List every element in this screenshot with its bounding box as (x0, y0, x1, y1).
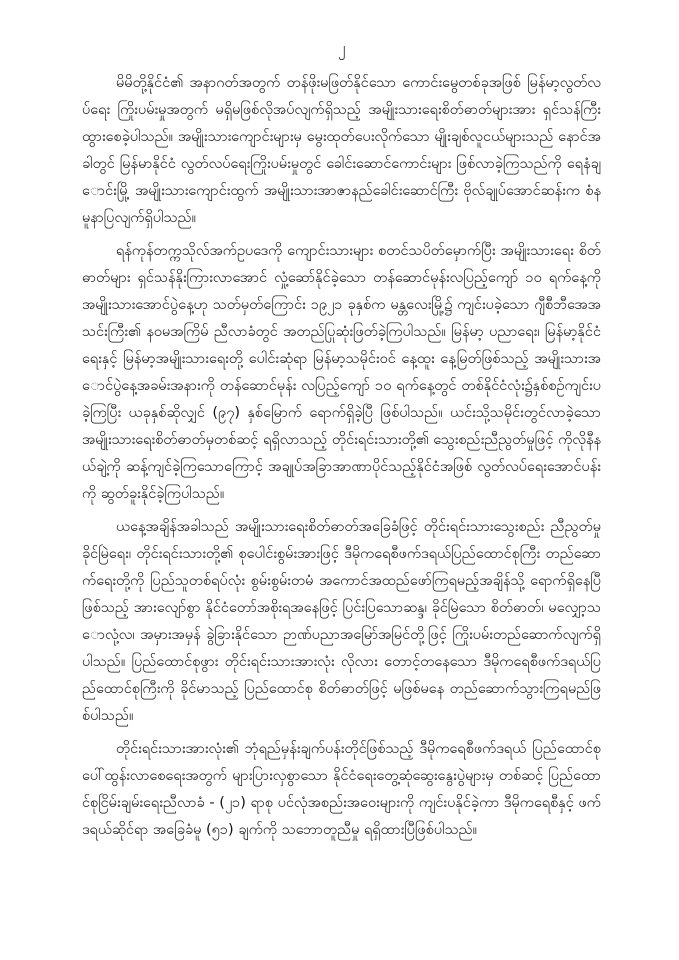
paragraph-4: တိုင်းရင်းသားအားလုံး၏ ဘုံရည်မှန်းချက်ပန်းတိုင်ဖြစ်သည့် ဒီမိုကရေစီဖက်ဒရယ် ပြည်ထောင်စု ပေါ်ထွန်းလာစေရေးအတွက် များပြားလှစွာသော နိုင်ငံရေးတွေ့ဆုံဆွေးနွေးပွဲများမှ တစ်ဆင့် ပြည်ထောင်စုငြိမ်းချမ်းရေးညီလာခံ - (၂၁) ရာစု ပင်လုံအစည်းအဝေးများကို ကျင်းပနိုင်ခဲ့ကာ ဒီမိုကရေစီနှင့် ဖက်ဒရယ်ဆိုင်ရာ အခြေခံမူ (၅၁) ချက်ကို သဘောတူညီမှု ရရှိထားပြီဖြစ်ပါသည်။ (82, 741, 601, 838)
paragraph-1: မိမိတို့နိုင်ငံ၏ အနာဂတ်အတွက် တန်ဖိုးမဖြတ်နိုင်သော ကောင်းမွေတစ်ခုအဖြစ် မြန်မာ့လွတ်လပ်ရေး ကြိုးပမ်းမှုအတွက် မရှိမဖြစ်လိုအပ်လျက်ရှိသည့် အမျိုးသားရေးစိတ်ဓာတ်များအား ရှင်သန်ကြီးထွားစေခဲ့ပါသည်။ အမျိုးသားကျောင်းများမှ မွေးထုတ်ပေးလိုက်သော မျိုးချစ်လူငယ်များသည် နောင်အခါတွင် မြန်မာနိုင်ငံ လွတ်လပ်ရေးကြိုးပမ်းမှုတွင် ခေါင်းဆောင်ကောင်းများ ဖြစ်လာခဲ့ကြသည်ကို ရေနံချောင်းမြို့ အမျိုးသားကျောင်းထွက် အမျိုးသားအာဇာနည်ခေါင်းဆောင်ကြီး ဗိုလ်ချုပ်အောင်ဆန်းက စံနမူနာပြလျက်ရှိပါသည်။ (82, 75, 601, 226)
paragraph-2: ရန်ကုန်တက္ကသိုလ်အက်ဥပဒေကို ကျောင်းသားများ စတင်သပိတ်မှောက်ပြီး အမျိုးသားရေး စိတ်ဓာတ်များ ရှင်သန်နိုးကြားလာအောင် လှုံ့ဆော်နိုင်ခဲ့သော တန်ဆောင်မုန်းလပြည့်ကျော် ၁၀ ရက်နေ့ကို အမျိုးသားအောင်ပွဲနေ့ဟု သတ်မှတ်ကြောင်း ၁၉၂၁ ခုနှစ်က မန္တလေးမြို့၌ ကျင်းပခဲ့သော ဂျီစီဘီအေအသင်းကြီး၏ နဝမအကြိမ် ညီလာခံတွင် အတည်ပြုဆုံးဖြတ်ခဲ့ကြပါသည်။ မြန်မာ့ ပညာရေး၊ မြန်မာ့နိုင်ငံရေးနှင့် မြန်မာ့အမျိုးသားရေးတို့ ပေါင်းဆုံရာ မြန်မာ့သမိုင်းဝင် နေ့ထူး နေ့မြတ်ဖြစ်သည့် အမျိုးသားအောင်ပွဲနေ့အခမ်းအနားကို တန်ဆောင်မုန်း လပြည့်ကျော် ၁၀ ရက်နေ့တွင် တစ်နိုင်ငံလုံး၌နှစ်စဉ်ကျင်းပခဲ့ကြပြီး ယခုနှစ်ဆိုလျှင် (၉၇) နှစ်မြောက် ရောက်ရှိခဲ့ပြီ ဖြစ်ပါသည်။ ယင်းသို့သမိုင်းတွင်လာခဲ့သော အမျိုးသားရေးစိတ်ဓာတ်မှတစ်ဆင့် ရရှိလာသည့် တိုင်းရင်းသားတို့၏ သွေးစည်းညီညွတ်မှုဖြင့် ကိုလိုနီနယ်ချဲ့ကို ဆန့်ကျင်ခဲ့ကြသောကြောင့် အချုပ်အခြာအာဏာပိုင်သည့်နိုင်ငံအဖြစ် လွတ်လပ်ရေးအောင်ပန်းကို ဆွတ်ခူးနိုင်ခဲ့ကြပါသည်။ (82, 243, 601, 502)
paragraph-3: ယနေ့အချိန်အခါသည် အမျိုးသားရေးစိတ်ဓာတ်အခြေခံဖြင့် တိုင်းရင်းသားသွေးစည်း ညီညွတ်မှုခိုင်မြဲရေး၊ တိုင်းရင်းသားတို့၏ စုပေါင်းစွမ်းအားဖြင့် ဒီမိုကရေစီဖက်ဒရယ်ပြည်ထောင်စုကြီး တည်ဆောက်ရေးတို့ကို ပြည်သူတစ်ရပ်လုံး စွမ်းစွမ်းတမံ အကောင်အထည်ဖော်ကြရမည့်အချိန်သို့ ရောက်ရှိနေပြီဖြစ်သည့် အားလျော်စွာ နိုင်ငံတော်အစိုးရအနေဖြင့် ပြင်းပြသောဆန္ဒ၊ ခိုင်မြဲသော စိတ်ဓာတ်၊ မလျှော့သောလုံ့လ၊ အမှားအမှန် ခွဲခြားနိုင်သော ဉာဏ်ပညာအမြော်အမြင်တို့ဖြင့် ကြိုးပမ်းတည်ဆောက်လျက်ရှိပါသည်။ ပြည်ထောင်စုဖွား တိုင်းရင်းသားအားလုံး လိုလား တောင့်တနေသော ဒီမိုကရေစီဖက်ဒရယ်ပြည်ထောင်စုကြီးကို ခိုင်မာသည့် ပြည်ထောင်စု စိတ်ဓာတ်ဖြင့် မဖြစ်မနေ တည်ဆောက်သွားကြရမည်ဖြစ်ပါသည်။ (82, 519, 601, 724)
page-number: ၂ (337, 39, 346, 57)
